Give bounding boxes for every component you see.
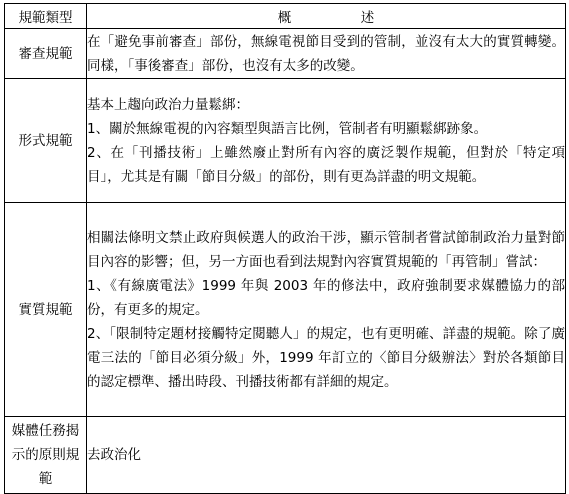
table-row — [5, 29, 566, 79]
overview-line: 相關法條明文禁止政府與候選人的政治干涉，顯示管制者嘗試節制政治力量對節目內容的影響；但，另一方面也看到法規對內容實質規範的「再管制」嘗試： — [87, 229, 565, 270]
row-overview — [87, 417, 566, 494]
header-overview-label: 概 述 — [277, 10, 403, 26]
overview-line: 1、關於無線電視的內容類型與語言比例，管制者有明顯鬆綁跡象。 — [87, 120, 488, 137]
row-overview — [87, 203, 566, 417]
row-overview — [87, 79, 566, 203]
row-overview — [87, 29, 566, 79]
overview-line: 2、「限制特定題材接觸特定閱聽人」的規定，也有更明確、詳盡的規範。除了廣電三法的「節目必須分級」外，1999 年訂立的〈節目分級辦法〉對於各類節目的認定標準、播出時段、刊播技術都有詳細的規定。 — [87, 325, 565, 390]
table-row — [5, 203, 566, 417]
row-category: 形式規範 — [5, 79, 87, 203]
regulation-table — [4, 3, 566, 494]
overview-line: 基本上趨向政治力量鬆綁： — [87, 96, 249, 113]
header-overview — [87, 4, 566, 29]
row-category: 媒體任務揭示的原則規範 — [5, 417, 87, 494]
overview-line: 去政治化 — [87, 447, 141, 463]
table-row — [5, 417, 566, 494]
overview-line: 1、《有線廣電法》1999 年與 2003 年的修法中，政府強制要求媒體協力的部份，有更多的規定。 — [87, 277, 565, 318]
row-category: 審查規範 — [5, 29, 87, 79]
row-category: 實質規範 — [5, 203, 87, 417]
overview-line: 在「避免事前審查」部份，無線電視節目受到的管制，並沒有太大的實質轉變。同樣，「事後審查」部份，也沒有太多的改變。 — [87, 33, 565, 74]
overview-line: 2、在「刊播技術」上雖然廢止對所有內容的廣泛製作規範，但對於「特定項目」，尤其是有關「節目分級」的部份，則有更為詳盡的明文規範。 — [87, 144, 565, 185]
table-header-row — [5, 4, 566, 29]
header-category: 規範類型 — [5, 4, 87, 29]
table-row — [5, 79, 566, 203]
